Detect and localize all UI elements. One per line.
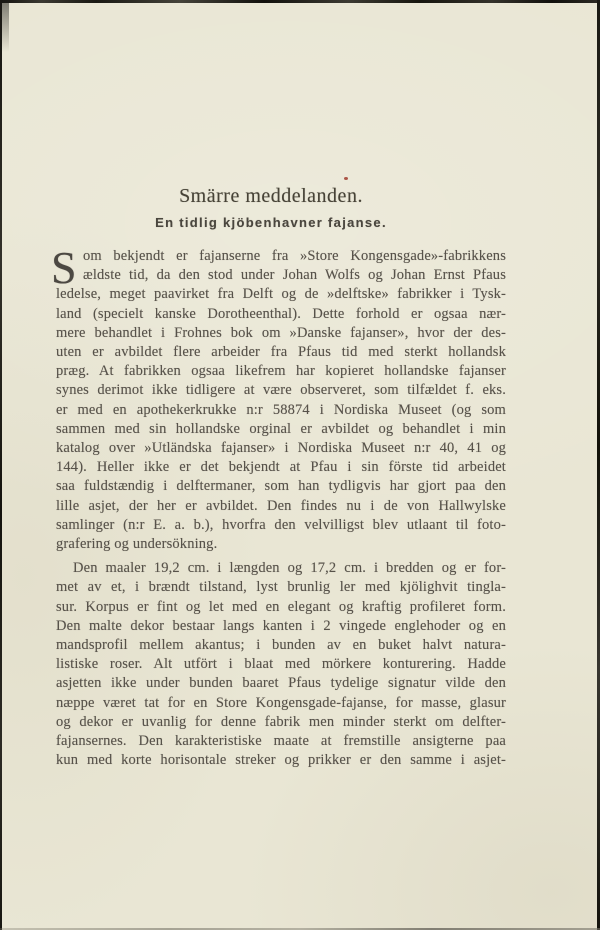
text-line: 144). Heller ikke er det bekjendt at Pfau i sin förste tid arbeidet bbox=[56, 459, 506, 476]
article-body bbox=[51, 242, 506, 770]
page-title: Smärre meddelanden. bbox=[179, 185, 363, 207]
paragraph-1-lines bbox=[56, 247, 506, 554]
text-line: listiske roser. Alt utfört i blaat med mörkere konturering. Hadde bbox=[56, 656, 506, 673]
text-line: ældste tid, da den stod under Johan Wolfs og Johan Ernst Pfaus bbox=[83, 267, 506, 284]
scan-edge-top bbox=[0, 0, 600, 3]
paragraph-2 bbox=[56, 559, 506, 770]
paragraph-1 bbox=[51, 242, 506, 554]
text-line: næppe været tat for en Store Kongensgade-fajanse, for masse, glasur bbox=[56, 694, 506, 711]
paragraph-2-lines bbox=[56, 559, 506, 770]
text-line: land (specielt kanske Dorotheenthal). Dette forhold er ogsaa nær- bbox=[56, 305, 506, 322]
scan-edge-left bbox=[0, 0, 2, 930]
text-line: om bekjendt er fajanserne fra »Store Kongensgade»-fabrikkens bbox=[83, 248, 506, 264]
text-line: kun med korte horisontale streker og prikker er den samme i asjet- bbox=[56, 752, 506, 769]
article-subtitle: En tidlig kjöbenhavner fajanse. bbox=[155, 215, 387, 230]
text-line: mandsprofil mellem akantus; i bunden av en buket halvt natura- bbox=[56, 637, 506, 654]
text-line: mere behandlet i Frohnes bok om »Danske fajanser», hvor der des- bbox=[56, 324, 506, 341]
text-line: samlinger (n:r E. a. b.), hvorfra den velvilligst blev utlaant til foto- bbox=[56, 516, 506, 533]
red-ink-speck bbox=[344, 177, 348, 180]
text-line: met av et, i brændt tilstand, lyst brunlig ler med kjölighvit tingla- bbox=[56, 579, 506, 596]
scan-corner-shadow bbox=[0, 0, 9, 52]
text-line: ledelse, meget paavirket fra Delft og de »delftske» fabrikker i Tysk- bbox=[56, 286, 506, 303]
text-line: Den malte dekor bestaar langs kanten i 2 vingede englehoder og en bbox=[56, 617, 506, 634]
text-line: er med en apothekerkrukke n:r 58874 i Nordiska Museet (og som bbox=[56, 401, 506, 418]
text-line: Den maaler 19,2 cm. i længden og 17,2 cm. i bredden og er for- bbox=[73, 560, 506, 577]
text-line: og dekor er uvanlig for denne fabrik men minder sterkt om delfter- bbox=[56, 713, 506, 730]
drop-cap: S bbox=[51, 242, 77, 293]
text-line: grafering og undersökning. bbox=[56, 536, 218, 553]
text-line: sur. Korpus er fint og let med en elegant og kraftig profileret form. bbox=[56, 598, 506, 615]
text-line: sammen med sin hollandske orginal er avbildet og behandlet i min bbox=[56, 420, 506, 437]
text-line: asjetten ikke under bunden baaret Pfaus tydelige signatur vilde den bbox=[56, 675, 506, 692]
text-line: uten er avbildet flere arbeider fra Pfaus tid med sterkt hollandsk bbox=[56, 344, 506, 361]
text-line: saa fuldstændig i delftermaner, som han tydligvis har gjort paa den bbox=[56, 478, 506, 495]
text-line: katalog over »Utländska fajanser» i Nordiska Museet n:r 40, 41 og bbox=[56, 440, 506, 457]
text-line: synes derimot ikke tidligere at være observeret, som tilfældet f. eks. bbox=[56, 382, 506, 399]
text-line: fajansernes. Den karakteristiske maate at fremstille ansigterne paa bbox=[56, 733, 506, 750]
text-line: lille asjet, der her er avbildet. Den findes nu i de von Hallwylske bbox=[56, 497, 506, 514]
text-line: præg. At fabrikken ogsaa likefrem har kopieret hollandske fajanser bbox=[56, 363, 506, 380]
